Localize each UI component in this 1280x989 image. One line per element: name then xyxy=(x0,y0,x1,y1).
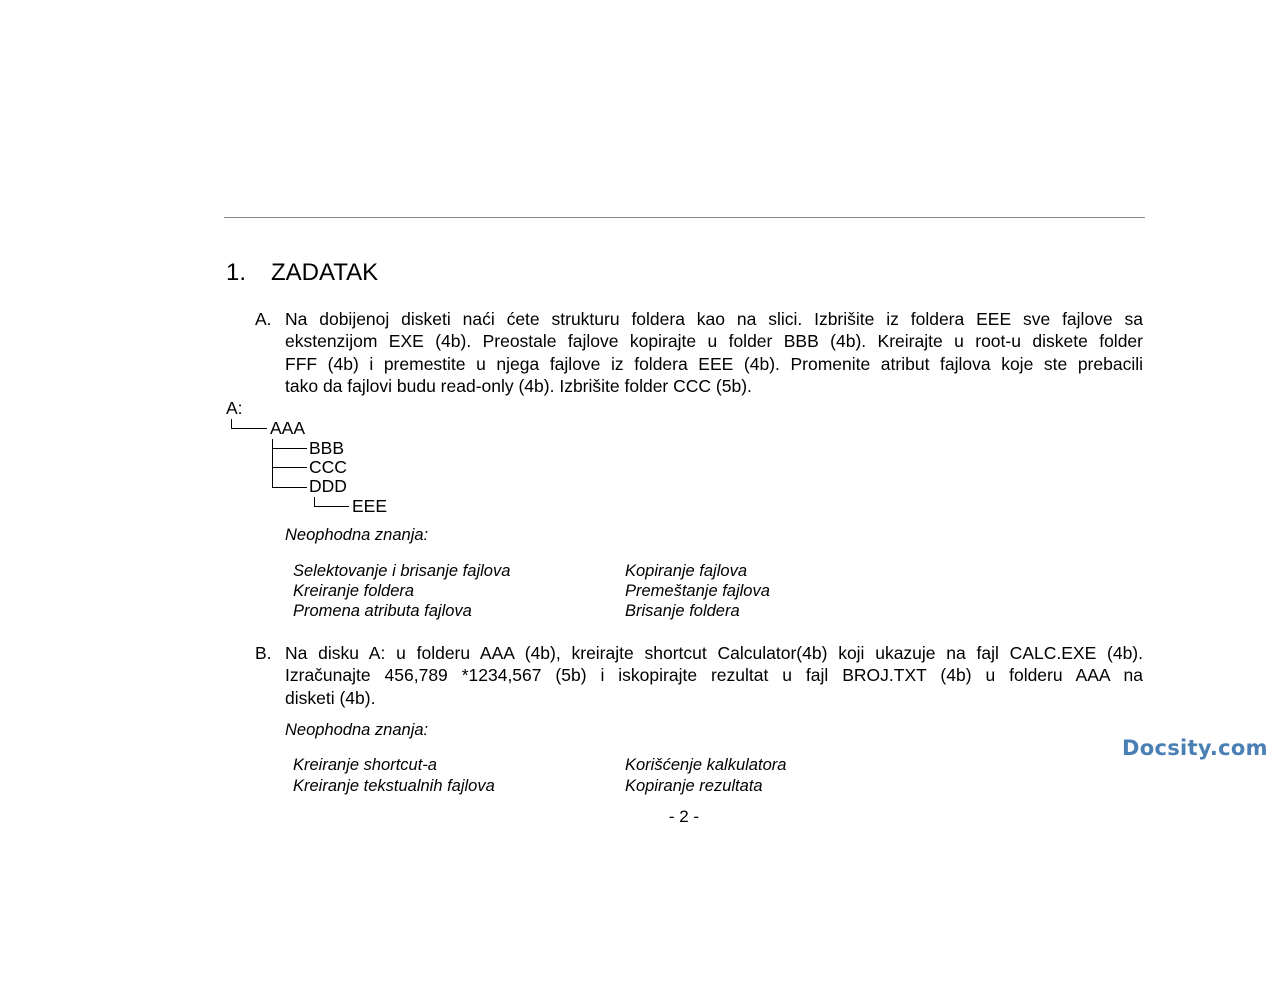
tree-connector xyxy=(314,506,349,507)
section-heading xyxy=(226,258,378,288)
task-a-knowledge-title: Neophodna znanja: xyxy=(285,526,429,544)
header-rule xyxy=(224,217,1145,218)
skill-item: Kreiranje foldera xyxy=(293,582,415,600)
task-b-paragraph xyxy=(285,642,1143,709)
section-number: 1. xyxy=(226,259,247,286)
skill-item: Kreiranje tekstualnih fajlova xyxy=(293,777,495,795)
tree-folder-bbb: BBB xyxy=(309,438,345,458)
page-number: - 2 - xyxy=(668,807,700,826)
skill-item: Korišćenje kalkulatora xyxy=(625,756,787,774)
tree-root-label: A: xyxy=(226,398,243,418)
task-b-line: Izračunajte 456,789 *1234,567 (5b) i iskopirajte rezultat u fajl BROJ.TXT (4b) u folderu AAA na xyxy=(285,665,1143,686)
tree-connector xyxy=(231,428,267,429)
task-b-line: Na disku A: u folderu AAA (4b), kreirajte shortcut Calculator(4b) koji ukazuje na fajl CALC.EXE (4b). xyxy=(285,643,1143,663)
tree-connector xyxy=(272,439,273,488)
task-a-line: tako da fajlovi budu read-only (4b). Izbrišite folder CCC (5b). xyxy=(285,375,752,396)
skill-item: Promena atributa fajlova xyxy=(293,602,472,620)
tree-folder-eee: EEE xyxy=(352,496,388,516)
tree-connector xyxy=(272,487,307,488)
section-title: ZADATAK xyxy=(271,259,379,286)
task-a-line: FFF (4b) i premestite u njega fajlove iz foldera EEE (4b). Promenite atribut fajlova koje ste prebacili xyxy=(285,353,1143,374)
tree-connector xyxy=(272,448,307,449)
task-a-paragraph xyxy=(285,308,1143,397)
skill-item: Premeštanje fajlova xyxy=(625,582,770,600)
tree-connector xyxy=(272,467,307,468)
tree-folder-ccc: CCC xyxy=(309,457,347,477)
docsity-watermark[interactable]: Docsity.com xyxy=(1122,736,1268,760)
tree-folder-ddd: DDD xyxy=(309,476,347,496)
task-b-line: disketi (4b). xyxy=(285,687,376,708)
skill-item: Selektovanje i brisanje fajlova xyxy=(293,562,511,580)
skill-item: Kreiranje shortcut-a xyxy=(293,756,437,774)
tree-folder-aaa: AAA xyxy=(270,418,306,438)
skill-item: Brisanje foldera xyxy=(625,602,740,620)
task-a-letter: A. xyxy=(255,309,272,329)
skill-item: Kopiranje fajlova xyxy=(625,562,747,580)
task-a-line: ekstenzijom EXE (4b). Preostale fajlove kopirajte u folder BBB (4b). Kreirajte u root-u diskete folder xyxy=(285,331,1143,352)
skill-item: Kopiranje rezultata xyxy=(625,777,763,795)
task-b-letter: B. xyxy=(255,643,272,663)
task-b-knowledge-title: Neophodna znanja: xyxy=(285,721,429,739)
task-a-line: Na dobijenoj disketi naći ćete strukturu foldera kao na slici. Izbrišite iz foldera EEE sve fajlove sa xyxy=(285,309,1143,329)
